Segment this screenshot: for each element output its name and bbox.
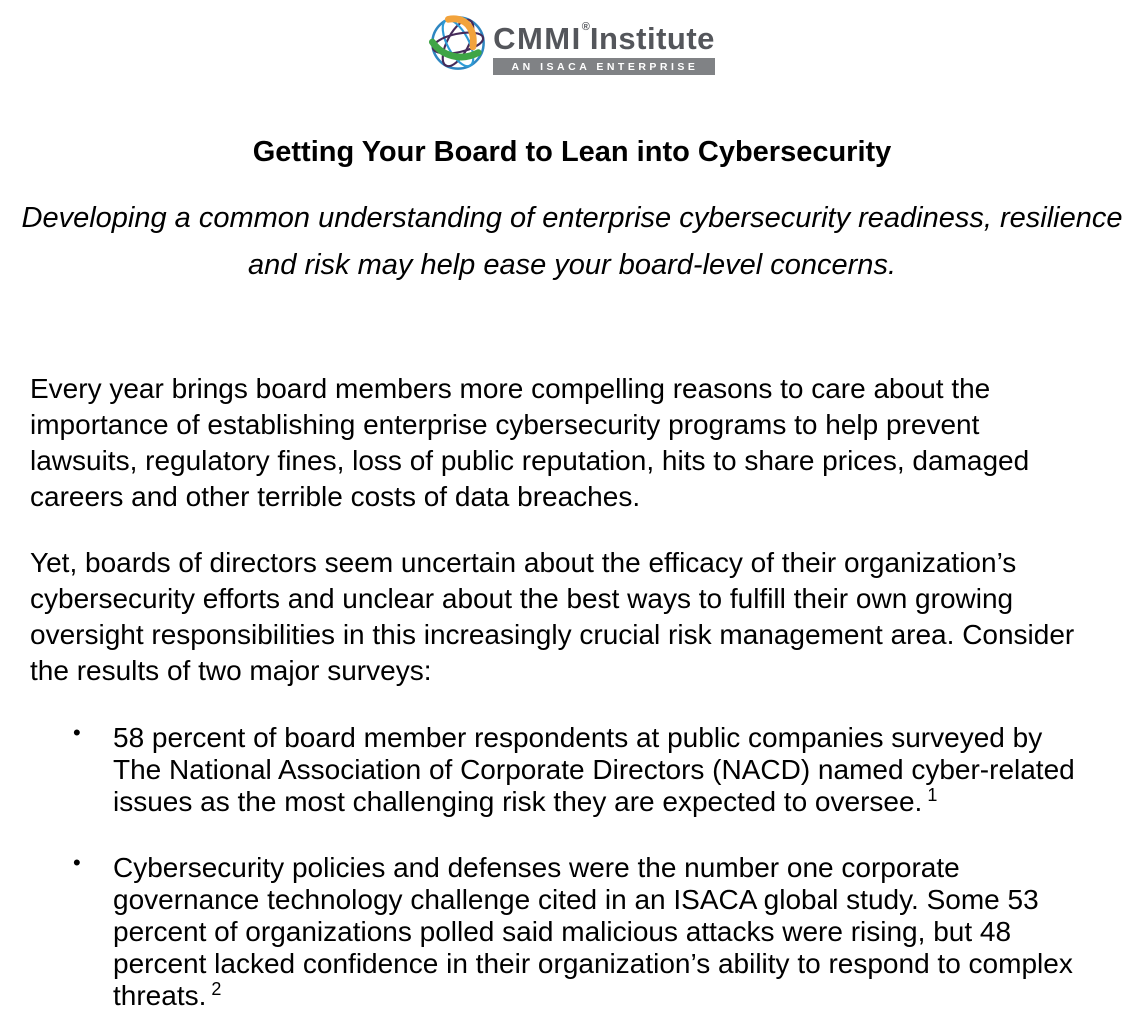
bullet-text: Cybersecurity policies and defenses were the number one corporate governance technology challenge cited in an ISACA global study. Some 53 percent of organizations polled said malicious attacks were rising, but 48 percent lacked confidence in their organization’s ability to respond to complex threats. [113, 852, 1073, 1011]
document-body [0, 371, 1144, 1012]
survey-results-list [30, 722, 1094, 1012]
logo-cmmi-text: CMMI [493, 21, 582, 56]
page-subtitle [0, 195, 1144, 289]
footnote-ref-1: 1 [927, 784, 938, 805]
bullet-text: 58 percent of board member respondents at public companies surveyed by The National Association of Corporate Directors (NACD) named cyber-related issues as the most challenging risk they are expected to oversee. [113, 722, 1075, 817]
logo-institute-text: Institute [589, 21, 715, 56]
page-title: Getting Your Board to Lean into Cybersecurity [252, 136, 892, 168]
paragraph-1: Every year brings board members more compelling reasons to care about the importance of establishing enterprise cybersecurity programs to help prevent lawsuits, regulatory fines, loss of public reputation, hits to share prices, damaged careers and other terrible costs of data breaches. [30, 373, 1030, 512]
paragraph-2: Yet, boards of directors seem uncertain about the efficacy of their organization’s cybersecurity efforts and unclear about the best ways to fulfill their own growing oversight responsibilities in this increasingly crucial risk management area. Consider the results of two major surveys: [30, 547, 1075, 686]
registered-trademark-icon: ® [581, 21, 590, 33]
list-item-nacd-survey [113, 722, 1094, 818]
cmmi-institute-logo [0, 0, 1144, 75]
logo-tagline: AN ISACA ENTERPRISE [493, 58, 715, 75]
list-item-isaca-survey [113, 852, 1094, 1012]
page-subtitle-line-1: Developing a common understanding of enterprise cybersecurity readiness, resilience [21, 202, 1123, 234]
logo-wordmark [493, 23, 715, 75]
logo-brand-line [493, 23, 715, 54]
footnote-ref-2: 2 [211, 978, 222, 999]
globe-icon [429, 14, 487, 72]
page-subtitle-line-2: and risk may help ease your board-level concerns. [248, 249, 896, 281]
